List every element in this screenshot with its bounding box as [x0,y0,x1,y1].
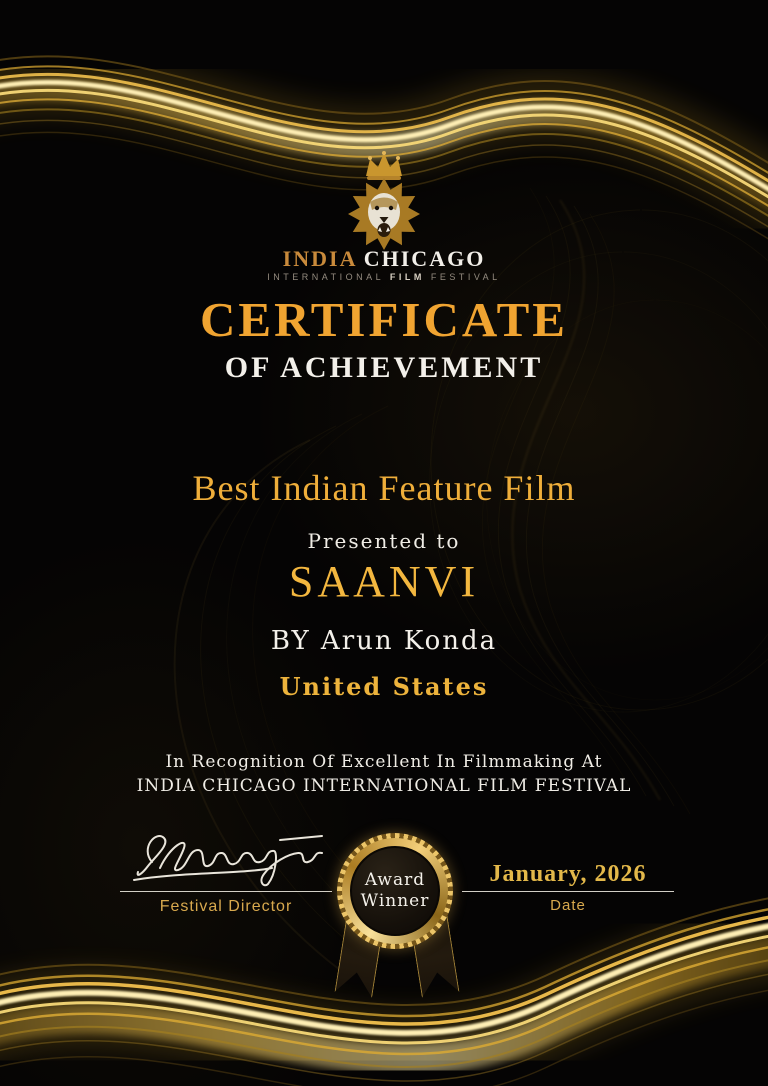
logo-word-india: INDIA [282,246,357,271]
certificate-subtitle: OF ACHIEVEMENT [224,351,544,384]
logo-tagline [0,272,768,282]
tagline-film: FILM [389,272,425,282]
tagline-festival: FESTIVAL [430,272,501,282]
logo-wordmark [0,246,768,272]
badge-text-line1: Award [364,870,426,890]
signature-title: Festival Director [159,898,293,915]
badge-face [350,846,440,936]
recognition-line-1: In Recognition Of Excellent In Filmmaking At [165,752,603,772]
tagline-international: INTERNATIONAL [267,272,384,282]
logo-word-chicago: CHICAGO [363,246,486,271]
lion-head-icon [348,178,420,250]
award-category: Best Indian Feature Film [192,468,576,508]
certificate-title: CERTIFICATE [200,292,568,347]
date-rule [462,891,674,892]
presented-to-label: Presented to [307,529,461,553]
recognition-line-2: INDIA CHICAGO INTERNATIONAL FILM FESTIVAL [136,776,632,796]
recipient-name: SAANVI [288,557,480,606]
recipient-country: United States [279,672,489,701]
signature-rule [120,891,332,892]
badge-text-line2: Winner [360,891,430,911]
date-label: Date [550,897,586,914]
festival-director-signature [122,822,334,888]
date-value: January, 2026 [489,861,647,887]
award-winner-badge [337,833,453,949]
crown-icon [366,151,402,180]
recipient-byline: BY Arun Konda [270,626,498,656]
lion-crown-logo-icon [334,150,434,252]
